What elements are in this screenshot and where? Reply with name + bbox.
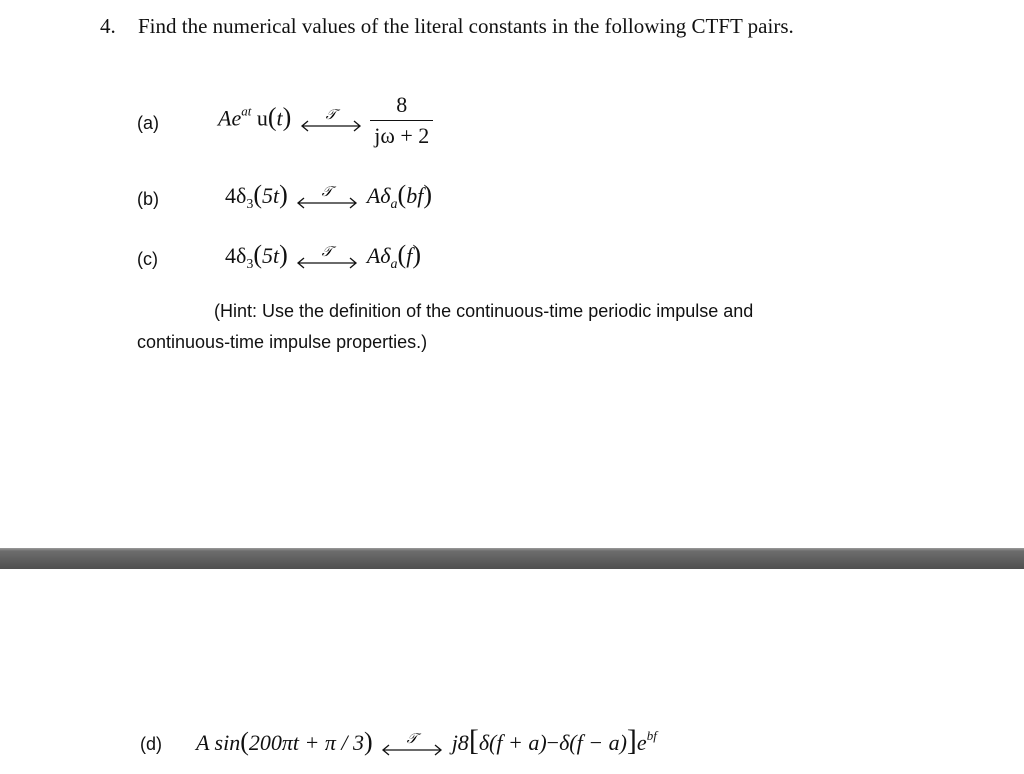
part-c-lhs-sub: 3 (246, 257, 254, 272)
part-c-rhs-coef: Aδ (366, 243, 391, 268)
question-text: Find the numerical values of the literal constants in the following CTFT pairs. (138, 14, 794, 38)
part-d-rhs-minus: − (546, 730, 560, 755)
question-number: 4. (100, 14, 116, 38)
part-c-rhs-sub: a (390, 257, 398, 272)
part-a-numerator: 8 (396, 92, 408, 117)
part-a-fraction (370, 92, 433, 149)
part-b-rhs-coef: Aδ (366, 183, 391, 208)
transform-arrow-icon (299, 109, 363, 133)
divider-bar (0, 548, 1024, 569)
part-d-rhs-exp: bf (646, 728, 657, 743)
part-a-lhs-coef: Ae (218, 105, 242, 131)
part-d-rhs-exp-base: e (636, 730, 647, 755)
part-c-rhs-arg: f (406, 243, 413, 268)
part-b-label: (b) (137, 189, 159, 209)
hint-line-1: (Hint: Use the definition of the continuous-time periodic impulse and (214, 301, 754, 321)
part-b-equation: $4\delta_3(5t)$ 𝒯 $A\delta_a(bf)$ (225, 180, 432, 212)
part-d-label: (d) (140, 734, 162, 754)
part-c-equation: $4\delta_3(5t)$ 𝒯 $A\delta_a(f)$ (225, 240, 421, 272)
part-d-rhs-coef: j8 (451, 730, 469, 755)
part-d-rhs-term1: δ(f + a) (478, 730, 547, 755)
part-b-rhs-arg: bf (406, 183, 424, 208)
part-d-lhs-arg: 200πt + π / 3 (248, 730, 365, 755)
part-a-denominator: jω + 2 (370, 120, 433, 149)
part-d-lhs: A sin (196, 730, 241, 755)
transform-symbol: 𝒯 (321, 185, 333, 200)
part-b-lhs-sub: 3 (246, 197, 254, 212)
transform-symbol: 𝒯 (325, 108, 337, 123)
hint-line-2: continuous-time impulse properties.) (137, 332, 428, 352)
transform-arrow-icon (295, 246, 359, 270)
part-c-lhs-coef: 4δ (225, 243, 247, 268)
part-c-lhs-arg: 5t (262, 243, 280, 268)
part-d-equation: A sin(200πt + π / 3) 𝒯 $j8[\delta(f + a)-\delta(f - a)]e^{bf}$ (196, 724, 657, 757)
part-b-lhs-coef: 4δ (225, 183, 247, 208)
part-a-lhs-func: u (256, 105, 268, 131)
part-a-label: (a) (137, 113, 159, 133)
transform-symbol: 𝒯 (406, 732, 418, 747)
question-heading (100, 14, 794, 39)
part-a-equation: $Ae^{at}$ u(t) 𝒯 $\frac{8}{j\omega + 2}$ (218, 92, 433, 149)
part-c-label: (c) (137, 249, 158, 269)
part-b-rhs-sub: a (390, 197, 398, 212)
part-a-lhs-exp: at (241, 103, 252, 119)
transform-symbol: 𝒯 (321, 245, 333, 260)
part-b-lhs-arg: 5t (262, 183, 280, 208)
part-d-rhs-term2: δ(f − a) (559, 730, 627, 755)
transform-arrow-icon (380, 733, 444, 757)
part-a-lhs-var: t (276, 105, 283, 131)
transform-arrow-icon (295, 186, 359, 210)
